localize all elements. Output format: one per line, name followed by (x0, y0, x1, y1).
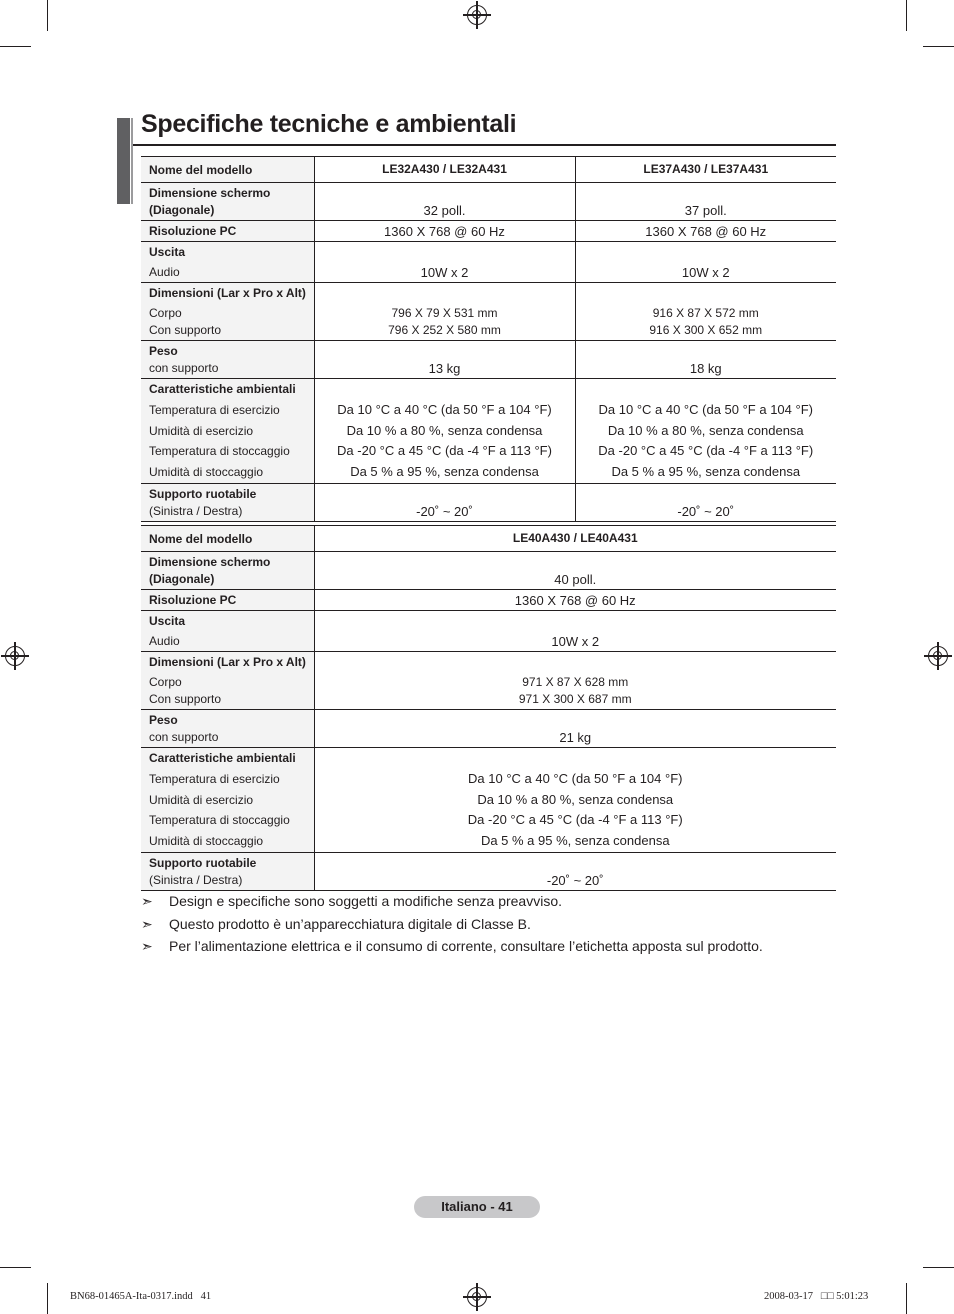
row-label: Peso con supporto (141, 710, 314, 748)
cell-value: 13 kg (314, 341, 575, 379)
row-label: Risoluzione PC (141, 590, 314, 611)
cell-value: 796 X 79 X 531 mm 796 X 252 X 580 mm (314, 283, 575, 341)
cell-value: 37 poll. (575, 183, 836, 221)
crop-mark (906, 0, 907, 31)
cell-value: Da 10 °C a 40 °C (da 50 °F a 104 °F) Da 10 % a 80 %, senza condensa Da -20 °C a 45 °C (da -4 °F a 113 °F) Da 5 % a 95 %, senza condensa (575, 379, 836, 484)
table-row (141, 484, 836, 522)
table-row (141, 710, 836, 748)
table-row (141, 221, 836, 242)
spec-table-1 (141, 156, 836, 522)
header-model: LE37A430 / LE37A431 (575, 157, 836, 183)
registration-mark-icon (5, 646, 25, 666)
crop-mark (0, 46, 31, 47)
table-row (141, 748, 836, 853)
table-row (141, 590, 836, 611)
title-accent-bar (131, 118, 133, 204)
arrow-bullet-icon: ➣ (141, 915, 153, 932)
header-label: Nome del modello (141, 526, 314, 552)
note-item: ➣ Questo prodotto è un’apparecchiatura digitale di Classe B. (141, 913, 763, 936)
row-label: Dimensioni (Lar x Pro x Alt) Corpo Con supporto (141, 652, 314, 710)
row-label: Uscita Audio (141, 611, 314, 652)
title-accent-bar (117, 118, 130, 204)
cell-value: 1360 X 768 @ 60 Hz (314, 221, 575, 242)
print-timestamp: 2008-03-17 □□ 5:01:23 (764, 1291, 869, 1302)
crop-mark (923, 1267, 954, 1268)
crop-mark (923, 46, 954, 47)
row-label: Peso con supporto (141, 341, 314, 379)
spec-table-2 (141, 525, 836, 891)
notes-list (141, 890, 763, 958)
title-divider (133, 144, 836, 146)
table-header-row (141, 157, 836, 183)
cell-value: -20˚ ~ 20˚ (314, 484, 575, 522)
row-label: Supporto ruotabile (Sinistra / Destra) (141, 853, 314, 891)
row-label: Uscita Audio (141, 242, 314, 283)
note-item: ➣ Design e specifiche sono soggetti a modifiche senza preavviso. (141, 890, 763, 913)
crop-mark (906, 1283, 907, 1314)
cell-value: 916 X 87 X 572 mm 916 X 300 X 652 mm (575, 283, 836, 341)
table-header-row (141, 526, 836, 552)
row-label: Caratteristiche ambientali Temperatura di esercizio Umidità di esercizio Temperatura di stoccaggio Umidità di stoccaggio (141, 379, 314, 484)
cell-value: 18 kg (575, 341, 836, 379)
table-row (141, 652, 836, 710)
page-title: Specifiche tecniche e ambientali (141, 110, 517, 138)
note-item: ➣ Per l’alimentazione elettrica e il consumo di corrente, consultare l’etichetta apposta sul prodotto. (141, 935, 763, 958)
cell-value: 21 kg (314, 710, 836, 748)
cell-value: 1360 X 768 @ 60 Hz (575, 221, 836, 242)
table-row (141, 283, 836, 341)
cell-value: 10W x 2 (314, 242, 575, 283)
row-label: Caratteristiche ambientali Temperatura di esercizio Umidità di esercizio Temperatura di stoccaggio Umidità di stoccaggio (141, 748, 314, 853)
registration-mark-icon (467, 1287, 487, 1307)
cell-value: -20˚ ~ 20˚ (314, 853, 836, 891)
cell-value: Da 10 °C a 40 °C (da 50 °F a 104 °F) Da 10 % a 80 %, senza condensa Da -20 °C a 45 °C (da -4 °F a 113 °F) Da 5 % a 95 %, senza condensa (314, 748, 836, 853)
header-label: Nome del modello (141, 157, 314, 183)
cell-value: 1360 X 768 @ 60 Hz (314, 590, 836, 611)
registration-mark-icon (928, 646, 948, 666)
row-label: Dimensione schermo (Diagonale) (141, 183, 314, 221)
cell-value: -20˚ ~ 20˚ (575, 484, 836, 522)
table-row (141, 341, 836, 379)
arrow-bullet-icon: ➣ (141, 893, 153, 909)
table-row (141, 242, 836, 283)
table-row (141, 183, 836, 221)
cell-value: 32 poll. (314, 183, 575, 221)
table-row (141, 552, 836, 590)
row-label: Risoluzione PC (141, 221, 314, 242)
row-label: Dimensioni (Lar x Pro x Alt) Corpo Con supporto (141, 283, 314, 341)
page-number-badge: Italiano - 41 (414, 1196, 540, 1218)
table-row (141, 379, 836, 484)
registration-mark-icon (467, 5, 487, 25)
header-model: LE40A430 / LE40A431 (314, 526, 836, 552)
print-file-info: BN68-01465A-Ita-0317.indd 41 (70, 1291, 212, 1302)
table-row (141, 853, 836, 891)
row-label: Supporto ruotabile (Sinistra / Destra) (141, 484, 314, 522)
table-row (141, 611, 836, 652)
arrow-bullet-icon: ➣ (141, 938, 153, 954)
crop-mark (0, 1267, 31, 1268)
crop-mark (47, 0, 48, 31)
cell-value: Da 10 °C a 40 °C (da 50 °F a 104 °F) Da 10 % a 80 %, senza condensa Da -20 °C a 45 °C (da -4 °F a 113 °F) Da 5 % a 95 %, senza condensa (314, 379, 575, 484)
cell-value: 40 poll. (314, 552, 836, 590)
crop-mark (47, 1283, 48, 1314)
cell-value: 10W x 2 (314, 611, 836, 652)
cell-value: 10W x 2 (575, 242, 836, 283)
row-label: Dimensione schermo (Diagonale) (141, 552, 314, 590)
cell-value: 971 X 87 X 628 mm 971 X 300 X 687 mm (314, 652, 836, 710)
header-model: LE32A430 / LE32A431 (314, 157, 575, 183)
